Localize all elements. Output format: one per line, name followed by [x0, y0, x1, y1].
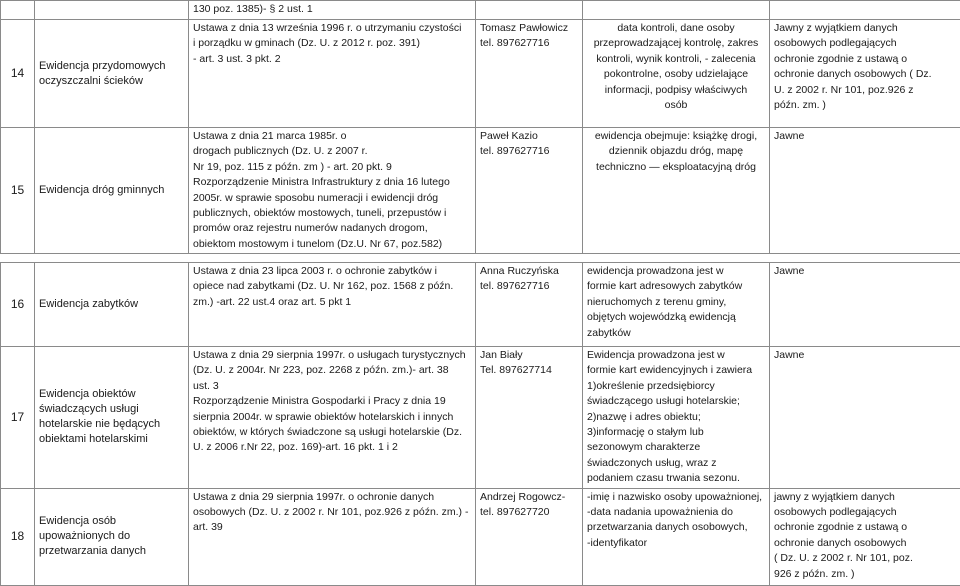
- contact-cell: Paweł Kazio tel. 897627716: [476, 128, 583, 254]
- scope-cell: -imię i nazwisko osoby upoważnionej, -data nadania upoważnienia do przetwarzania danych osobowych, -identyfikator: [583, 488, 770, 585]
- empty-cell: [1, 1, 35, 20]
- scope-cell: data kontroli, dane osoby przeprowadzającej kontrolę, zakres kontroli, wynik kontroli, - zalecenia pokontrolne, osoby udzielające informacji, podpisy właściwych osób: [583, 20, 770, 128]
- legal-basis-cell: Ustawa z dnia 13 września 1996 r. o utrzymaniu czystości i porządku w gminach (Dz. U. z 2012 r. poz. 391) - art. 3 ust. 3 pkt. 2: [189, 20, 476, 128]
- legal-basis-cell: 130 poz. 1385)- § 2 ust. 1: [189, 1, 476, 20]
- access-cell: Jawny z wyjątkiem danych osobowych podlegających ochronie zgodnie z ustawą o ochronie danych osobowych ( Dz. U. z 2002 r. Nr 101, poz.926 z późn. zm. ): [770, 20, 960, 128]
- table-row: [1, 488, 960, 585]
- access-cell: Jawne: [770, 128, 960, 254]
- access-cell: Jawne: [770, 347, 960, 489]
- scope-cell: ewidencja prowadzona jest w formie kart adresowych zabytków nieruchomych z terenu gminy, objętych wojewódzką ewidencją zabytków: [583, 263, 770, 347]
- contact-cell: Jan Biały Tel. 897627714: [476, 347, 583, 489]
- legal-basis-cell: Ustawa z dnia 29 sierpnia 1997r. o ochronie danych osobowych (Dz. U. z 2002 r. Nr 101, poz.926 z późn. zm.) - art. 39: [189, 488, 476, 585]
- empty-cell: [583, 1, 770, 20]
- row-number: 15: [1, 128, 35, 254]
- empty-cell: [35, 1, 189, 20]
- empty-cell: [770, 1, 960, 20]
- table-row: [1, 1, 960, 20]
- row-number: 18: [1, 488, 35, 585]
- access-cell: Jawne: [770, 263, 960, 347]
- row-number: 17: [1, 347, 35, 489]
- registry-name: Ewidencja obiektów świadczących usługi hotelarskie nie będących obiektami hotelarskimi: [35, 347, 189, 489]
- row-number: 14: [1, 20, 35, 128]
- table-row: [1, 347, 960, 489]
- legal-basis-cell: Ustawa z dnia 21 marca 1985r. o drogach publicznych (Dz. U. z 2007 r. Nr 19, poz. 115 z późn. zm ) - art. 20 pkt. 9 Rozporządzenie Ministra Infrastruktury z dnia 16 lutego 2005r. w sprawie sposobu numeracji i ewidencji dróg publicznych, obiektów mostowych, tuneli, przepustów i promów oraz rejestru numerów nadanych drogom, obiektom mostowym i tunelom (Dz.U. Nr 67, poz.582): [189, 128, 476, 254]
- registry-table-upper: [0, 0, 960, 254]
- legal-basis-cell: Ustawa z dnia 29 sierpnia 1997r. o usługach turystycznych (Dz. U. z 2004r. Nr 223, poz. 2268 z późn. zm.)- art. 38 ust. 3 Rozporządzenie Ministra Gospodarki i Pracy z dnia 19 sierpnia 2004r. w sprawie obiektów hotelarskich i innych obiektów, w których świadczone są usługi hotelarskie (Dz. U. z 2006 r.Nr 22, poz. 169)-art. 16 pkt. 1 i 2: [189, 347, 476, 489]
- registry-name: Ewidencja osób upoważnionych do przetwarzania danych: [35, 488, 189, 585]
- scope-cell: Ewidencja prowadzona jest w formie kart ewidencyjnych i zawiera 1)określenie przedsiębiorcy świadczącego usługi hotelarskie; 2)nazwę i adres obiektu; 3)informację o stałym lub sezonowym charakterze świadczonych usług, wraz z podaniem czasu trwania sezonu.: [583, 347, 770, 489]
- table-row: [1, 128, 960, 254]
- scope-cell: ewidencja obejmuje: książkę drogi, dziennik objazdu dróg, mapę techniczno — eksploatacyjną dróg: [583, 128, 770, 254]
- registry-table-lower: [0, 262, 960, 586]
- legal-basis-cell: Ustawa z dnia 23 lipca 2003 r. o ochronie zabytków i opiece nad zabytkami (Dz. U. Nr 162, poz. 1568 z późn. zm.) -art. 22 ust.4 oraz art. 5 pkt 1: [189, 263, 476, 347]
- registry-name: Ewidencja zabytków: [35, 263, 189, 347]
- registry-name: Ewidencja przydomowych oczyszczalni ścieków: [35, 20, 189, 128]
- row-number: 16: [1, 263, 35, 347]
- contact-cell: Tomasz Pawłowicz tel. 897627716: [476, 20, 583, 128]
- registry-name: Ewidencja dróg gminnych: [35, 128, 189, 254]
- contact-cell: Andrzej Rogowcz- tel. 897627720: [476, 488, 583, 585]
- access-cell: jawny z wyjątkiem danych osobowych podlegających ochronie zgodnie z ustawą o ochronie danych osobowych ( Dz. U. z 2002 r. Nr 101, poz. 926 z późn. zm. ): [770, 488, 960, 585]
- table-row: [1, 20, 960, 128]
- contact-cell: Anna Ruczyńska tel. 897627716: [476, 263, 583, 347]
- empty-cell: [476, 1, 583, 20]
- table-row: [1, 263, 960, 347]
